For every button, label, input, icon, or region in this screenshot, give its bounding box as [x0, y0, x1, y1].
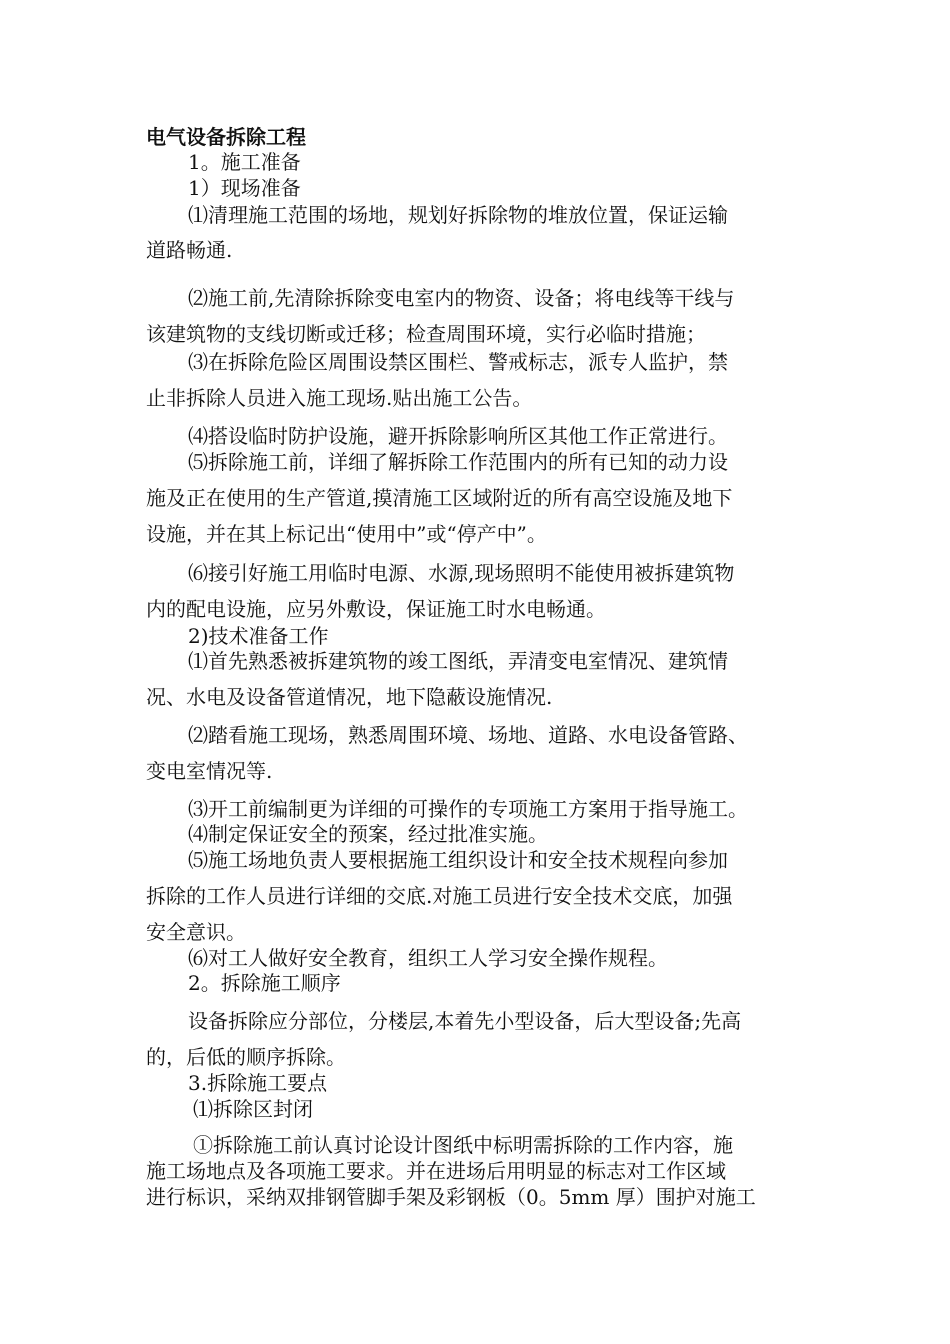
text-line: 安全意识。	[146, 920, 246, 944]
text-line: ⑷搭设临时防护设施，避开拆除影响所区其他工作正常进行。	[188, 424, 728, 448]
text-line: 的，后低的顺序拆除。	[146, 1045, 346, 1069]
text-line: ⑶开工前编制更为详细的可操作的专项施工方案用于指导施工。	[188, 797, 748, 821]
text-line: 施及正在使用的生产管道,摸清施工区域附近的所有高空设施及地下	[146, 486, 733, 510]
text-line: ①拆除施工前认真讨论设计图纸中标明需拆除的工作内容，施	[193, 1133, 733, 1157]
text-line: 设施，并在其上标记出“使用中”或“停产中”。	[146, 522, 547, 546]
text-line: 施工场地点及各项施工要求。并在进场后用明显的标志对工作区域	[146, 1159, 726, 1183]
text-line: ⑵施工前,先清除拆除变电室内的物资、设备；将电线等干线与	[188, 286, 735, 310]
text-line: 3.拆除施工要点	[188, 1071, 328, 1095]
text-line: 拆除的工作人员进行详细的交底.对施工员进行安全技术交底，加强	[146, 884, 733, 908]
text-line: 变电室情况等.	[146, 759, 273, 783]
text-line: 设备拆除应分部位，分楼层,本着先小型设备，后大型设备;先高	[188, 1009, 742, 1033]
text-line: 进行标识，采纳双排钢管脚手架及彩钢板（0。5mm 厚）围护对施工	[146, 1185, 756, 1209]
text-line: 该建筑物的支线切断或迁移；检查周围环境，实行必临时措施；	[146, 322, 706, 346]
text-line: 道路畅通.	[146, 238, 233, 262]
text-line: ⑹接引好施工用临时电源、水源,现场照明不能使用被拆建筑物	[188, 561, 735, 585]
text-line: 2。拆除施工顺序	[188, 971, 341, 995]
text-line: ⑴清理施工范围的场地，规划好拆除物的堆放位置，保证运输	[188, 203, 728, 227]
text-line: ⑴拆除区封闭	[193, 1097, 313, 1121]
text-line: 内的配电设施，应另外敷设，保证施工时水电畅通。	[146, 597, 606, 621]
text-line: 止非拆除人员进入施工现场.贴出施工公告。	[146, 386, 533, 410]
text-line: ⑸拆除施工前，详细了解拆除工作范围内的所有已知的动力设	[188, 450, 728, 474]
text-line: ⑶在拆除危险区周围设禁区围栏、警戒标志，派专人监护，禁	[188, 350, 728, 374]
text-line: 1。施工准备	[188, 150, 301, 174]
text-line: 况、水电及设备管道情况，地下隐蔽设施情况.	[146, 685, 553, 709]
text-line: ⑸施工场地负责人要根据施工组织设计和安全技术规程向参加	[188, 848, 728, 872]
text-line: ⑵踏看施工现场，熟悉周围环境、场地、道路、水电设备管路、	[188, 723, 748, 747]
text-line: 1）现场准备	[188, 176, 301, 200]
text-line: ⑷制定保证安全的预案，经过批准实施。	[188, 822, 548, 846]
text-line: 2)技术准备工作	[188, 624, 329, 648]
document-title: 电气设备拆除工程	[146, 125, 306, 149]
text-line: ⑴首先熟悉被拆建筑物的竣工图纸，弄清变电室情况、建筑情	[188, 649, 728, 673]
text-line: ⑹对工人做好安全教育，组织工人学习安全操作规程。	[188, 946, 668, 970]
